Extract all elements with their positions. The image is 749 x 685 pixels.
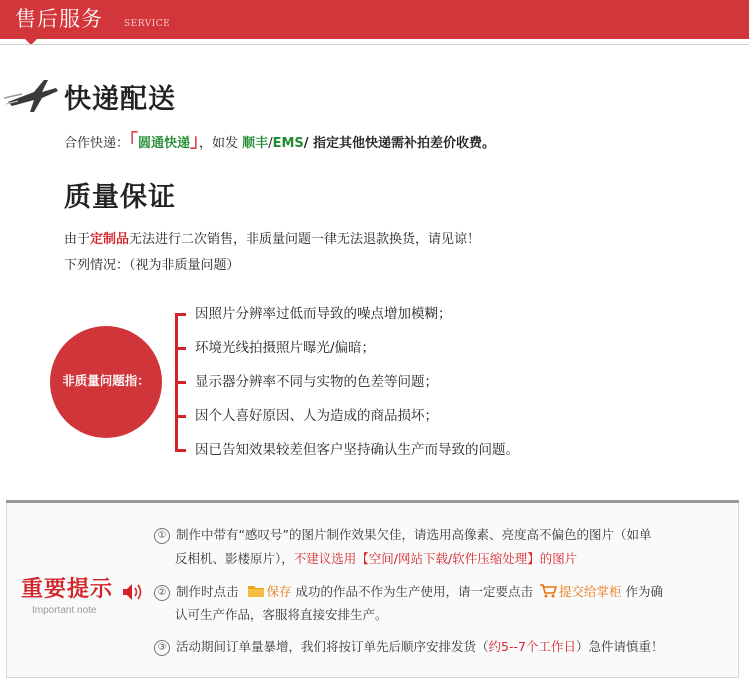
delivery-title: 快递配送 bbox=[64, 84, 176, 115]
quality-line2: 下列情况：（视为非质量问题） bbox=[64, 258, 240, 273]
list-tick bbox=[175, 313, 186, 316]
courier-name: 圆通快递 bbox=[138, 136, 191, 151]
number-badge: ② bbox=[154, 585, 170, 601]
save-label: 保存 bbox=[266, 584, 292, 599]
notice-line1b bbox=[175, 550, 577, 568]
list-item: 因照片分辨率过低而导致的噪点增加模糊； bbox=[195, 306, 452, 322]
notice-line3 bbox=[154, 638, 663, 656]
notice-delivery-time: 约5--7个工作日 bbox=[488, 639, 576, 654]
notice-line2-mid: 成功的作品不作为生产使用，请一定要点击 bbox=[295, 584, 534, 599]
delivery-middle: ，如发 bbox=[199, 136, 243, 151]
notice-line2b: 认可生产作品，客服将直接安排生产。 bbox=[175, 607, 388, 622]
list-tick bbox=[175, 415, 186, 418]
custom-product-highlight: 定制品 bbox=[90, 232, 130, 247]
list-tick bbox=[175, 449, 186, 452]
list-item: 显示器分辨率不同与实物的色差等问题； bbox=[195, 374, 438, 390]
delivery-suffix: / 指定其他快递需补拍差价收费。 bbox=[303, 136, 496, 151]
notice-line1 bbox=[154, 526, 651, 544]
non-quality-label: 非质量问题指： bbox=[62, 373, 150, 388]
speaker-icon bbox=[122, 583, 144, 601]
notice-line3-suffix: ）急件请慎重！ bbox=[575, 639, 664, 654]
list-item: 环境光线拍摄照片曝光/偏暗； bbox=[195, 340, 376, 356]
delivery-prefix: 合作快递： bbox=[64, 136, 130, 151]
ems-courier: EMS bbox=[272, 136, 304, 151]
sf-courier: 顺丰 bbox=[242, 136, 269, 151]
notice-line2-prefix: 制作时点击 bbox=[176, 584, 239, 599]
notice-box-top bbox=[6, 500, 739, 503]
list-item: 因已告知效果较差但客户坚持确认生产而导致的问题。 bbox=[195, 442, 519, 458]
list-tick bbox=[175, 347, 186, 350]
slash: / bbox=[268, 136, 273, 151]
quality-title: 质量保证 bbox=[64, 182, 176, 213]
list-tick bbox=[175, 381, 186, 384]
notice-line3-prefix: 活动期间订单量暴增，我们将按订单先后顺序安排发货（ bbox=[176, 639, 489, 654]
bracket-close: 」 bbox=[190, 131, 200, 152]
quality-line1-prefix: 由于 bbox=[64, 232, 91, 247]
header-subtitle: SERVICE bbox=[124, 19, 171, 29]
quality-line1-suffix: 无法进行二次销售，非质量问题一律无法退款换货，请见谅！ bbox=[129, 232, 481, 247]
header-divider bbox=[0, 44, 749, 45]
header-bar bbox=[0, 0, 749, 39]
quality-line1 bbox=[64, 231, 480, 249]
number-badge: ③ bbox=[154, 640, 170, 656]
notice-line1b-text: 反相机、影楼原片）， bbox=[175, 551, 294, 566]
notice-line2 bbox=[154, 583, 663, 601]
notice-subtitle: Important note bbox=[32, 605, 97, 616]
header-title: 售后服务 bbox=[15, 7, 103, 31]
notice-warning: 不建议选用【空间/网站下载/软件压缩处理】的图片 bbox=[293, 551, 578, 566]
airplane-icon bbox=[4, 74, 60, 118]
bracket-open: 「 bbox=[129, 131, 139, 152]
folder-icon bbox=[247, 584, 265, 598]
number-badge: ① bbox=[154, 528, 170, 544]
delivery-info bbox=[64, 133, 495, 153]
submit-label: 提交给掌柜 bbox=[559, 584, 622, 599]
notice-line1-text: 制作中带有“感叹号”的图片制作效果欠佳，请选用高像素、亮度高不偏色的图片（如单 bbox=[176, 527, 652, 542]
list-item: 因个人喜好原因、人为造成的商品损坏； bbox=[195, 408, 438, 424]
notice-title: 重要提示 bbox=[21, 577, 114, 602]
notice-line2-suffix: 作为确 bbox=[625, 584, 664, 599]
cart-icon bbox=[539, 584, 557, 598]
